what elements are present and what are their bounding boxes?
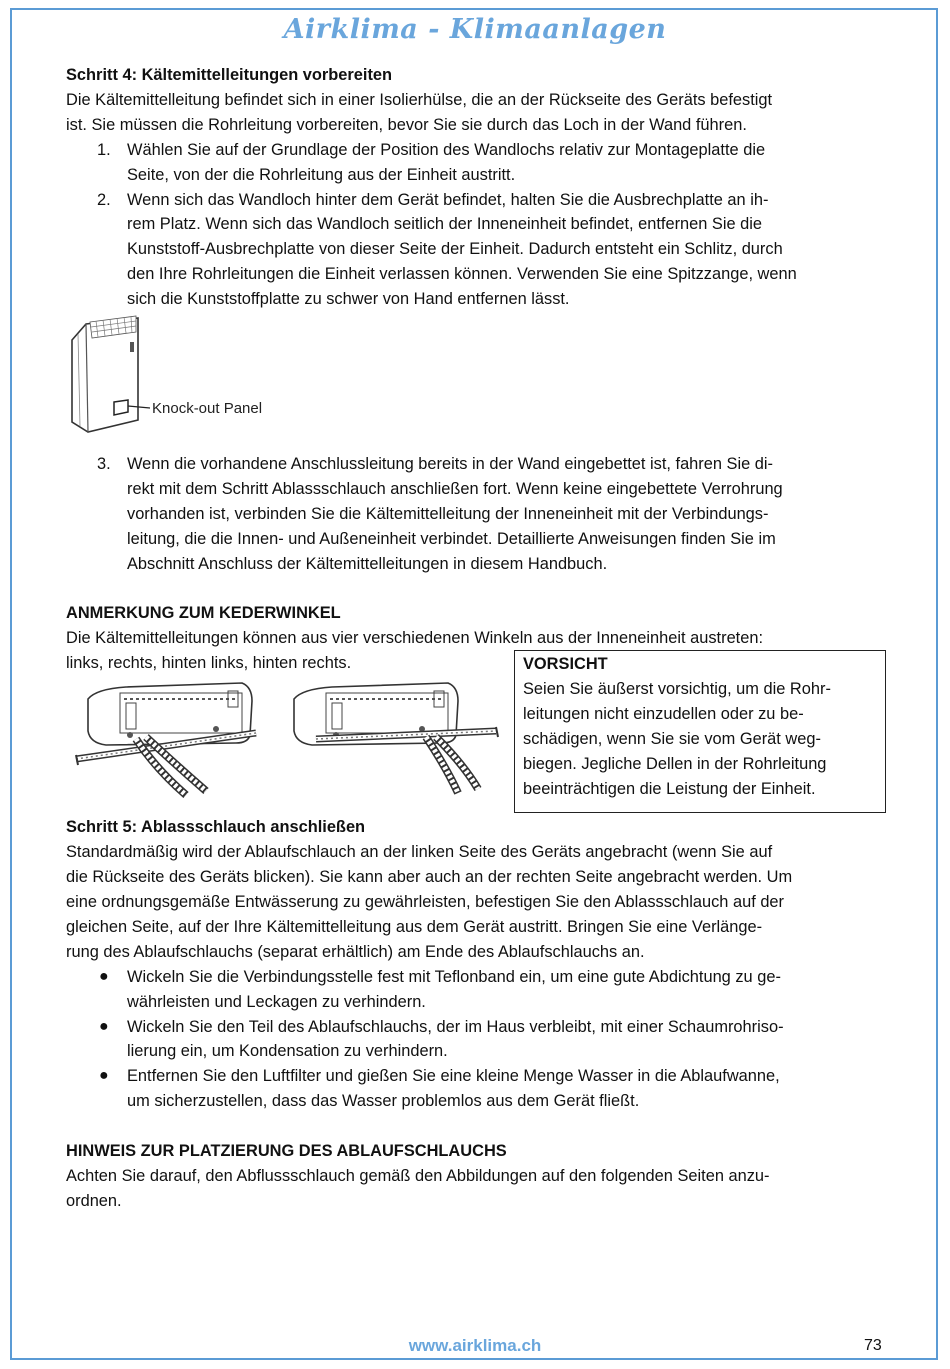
bullet-icon: ● — [99, 1067, 109, 1085]
step4-list — [66, 138, 886, 312]
step5-title: Schritt 5: Ablassschlauch anschließen — [66, 818, 366, 837]
bullet-icon: ● — [99, 967, 109, 985]
footer-url-link[interactable]: www.airklima.ch — [408, 1336, 542, 1355]
kederwinkel-title: ANMERKUNG ZUM KEDERWINKEL — [66, 604, 341, 623]
pipe-angle-row — [66, 651, 886, 815]
list-item: 1. Wählen Sie auf der Grundlage der Position des Wandlochs relativ zur Montageplatte die Seite, von der die Rohrleitung aus der Einheit austritt. — [97, 140, 766, 184]
bullet-icon: ● — [99, 1017, 109, 1035]
step4-intro: Die Kältemittelleitung befindet sich in einer Isolierhülse, die an der Rückseite des Geräts befestigt ist. Sie müssen die Rohrleitung vorbereiten, bevor Sie sie durch das Loch in der Wand führen. — [66, 90, 773, 134]
kederwinkel-text-line: Die Kältemittelleitungen können aus vier verschiedenen Winkeln aus der Inneneinheit austreten: — [66, 629, 764, 648]
caution-text: Seien Sie äußerst vorsichtig, um die Rohr- leitungen nicht einzudellen oder zu be- schädigen, wenn Sie sie vom Gerät weg- biegen. Jegliche Dellen in der Rohrleitung beeinträchtigen die Leistung der Einheit. — [523, 680, 831, 798]
caution-title: VORSICHT — [523, 655, 608, 674]
page-number: 73 — [864, 1337, 882, 1354]
kederwinkel-text-line: links, rechts, hinten links, hinten rechts. — [66, 654, 352, 673]
knockout-panel-label: Knock-out Panel — [152, 400, 263, 418]
caution-box — [514, 650, 886, 813]
list-item: 3. Wenn die vorhandene Anschlussleitung bereits in der Wand eingebettet ist, fahren Sie di- rekt mit dem Schritt Ablassschlauch anschließen fort. Wenn keine eingebettete Verrohrung vorhanden ist, verbinden Sie die Kältemittelleitung der Inneneinheit mit der Verbindungs- leitung, die die Innen- und Außeneinheit verbindet. Detaillierte Anweisungen finden Sie im Abschnitt Anschluss der Kältemittelleitungen in diesem Handbuch. — [97, 455, 783, 573]
hint-text: Achten Sie darauf, den Abflussschlauch gemäß den Abbildungen auf den folgenden Seiten anzu- ordnen. — [66, 1166, 770, 1210]
indoor-unit-side-illustration — [66, 312, 326, 452]
step4-title: Schritt 4: Kältemittelleitungen vorbereiten — [66, 66, 393, 84]
page-content — [66, 63, 886, 1214]
pipe-angle-illustration — [66, 673, 506, 813]
step5-intro: Standardmäßig wird der Ablaufschlauch an der linken Seite des Geräts angebracht (wenn Sie auf die Rückseite des Geräts blicken). Sie kann aber auch an der rechten Seite angebracht werden. Um eine ordnungsgemäße Entwässerung zu gewährleisten, befestigen Sie den Ablassschlauch auf der gleichen Seite, auf der Ihre Kältemittelleitung aus dem Gerät austritt. Bringen Sie eine Verlänge- rung des Ablaufschlauchs (separat erhältlich) am Ende des Ablaufschlauchs an. — [66, 843, 793, 961]
knockout-panel-figure — [66, 312, 886, 452]
step4-list-continued — [66, 452, 886, 577]
list-item: 2. Wenn sich das Wandloch hinter dem Gerät befindet, halten Sie die Ausbrechplatte an ih- rem Platz. Wenn sich das Wandloch seitlich der Inneneinheit befindet, entfernen Sie die Kunststoff-Ausbrechplatte von dieser Seite der Einheit. Dadurch entsteht ein Schlitz, durch den Ihre Rohrleitungen die Einheit verlassen können. Verwenden Sie eine Spitzzange, wenn sich die Kunststoffplatte zu schwer von Hand entfernen lässt. — [97, 190, 797, 309]
list-item: ● Wickeln Sie den Teil des Ablaufschlauchs, der im Haus verbleibt, mit einer Schaumrohriso- lierung ein, um Kondensation zu verhindern. — [66, 1015, 886, 1065]
step5-bullet-list — [66, 965, 886, 1114]
list-item: ● Wickeln Sie die Verbindungsstelle fest mit Teflonband ein, um eine gute Abdichtung zu ge- währleisten und Leckagen zu verhindern. — [66, 965, 886, 1015]
brand-header: Airklima - Klimaanlagen — [283, 14, 667, 45]
list-item: ● Entfernen Sie den Luftfilter und gießen Sie eine kleine Menge Wasser in die Ablaufwanne, um sicherzustellen, dass das Wasser problemlos aus dem Gerät fließt. — [66, 1064, 886, 1114]
hint-title: HINWEIS ZUR PLATZIERUNG DES ABLAUFSCHLAUCHS — [66, 1142, 507, 1161]
